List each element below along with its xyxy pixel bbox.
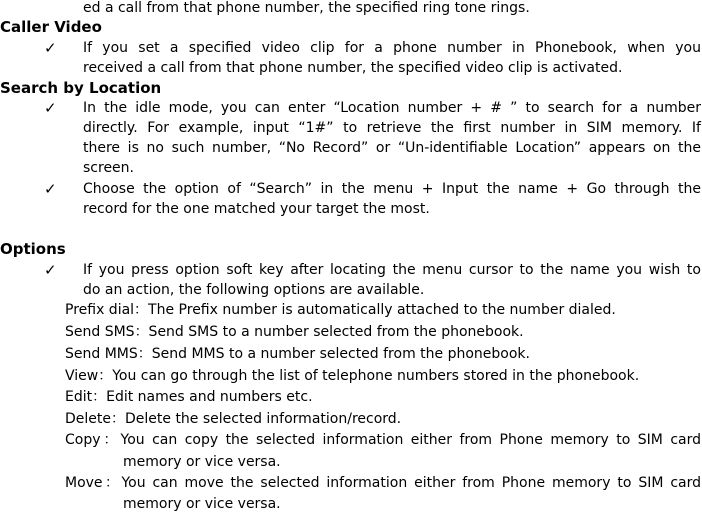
option-delete: Delete：Delete the selected information/record.: [65, 411, 402, 427]
checkmark-icon: ✓: [44, 99, 57, 117]
option-send-sms: Send SMS：Send SMS to a number selected from the phonebook.: [65, 324, 524, 340]
continuation-text: ed a call from that phone number, the specified ring tone rings.: [83, 0, 530, 16]
caller-video-text-line2: received a call from that phone number, the specified video clip is activated.: [83, 60, 623, 76]
option-send-mms: Send MMS：Send MMS to a number selected from the phonebook.: [65, 346, 530, 362]
checkmark-icon: ✓: [44, 180, 57, 198]
checkmark-icon: ✓: [44, 39, 57, 57]
checkmark-icon: ✓: [44, 261, 57, 279]
caller-video-heading: Caller Video: [0, 18, 102, 36]
search-by-location-heading: Search by Location: [0, 79, 162, 97]
caller-video-text-line1: If you set a specified video clip for a phone number in Phonebook, when you: [83, 40, 701, 56]
option-copy-line1: Copy：You can copy the selected information either from Phone memory to SIM card: [65, 432, 701, 448]
options-intro-line2: do an action, the following options are available.: [83, 282, 425, 298]
search-option-text-line2: record for the one matched your target the most.: [83, 201, 430, 217]
search-location-text-line4: screen.: [83, 160, 134, 176]
search-location-text-line1: In the idle mode, you can enter “Location number + # ” to search for a number: [83, 100, 701, 116]
options-intro-line1: If you press option soft key after locating the menu cursor to the name you wish to: [83, 262, 701, 278]
option-view: View：You can go through the list of telephone numbers stored in the phonebook.: [65, 368, 640, 384]
search-option-text-line1: Choose the option of “Search” in the menu + Input the name + Go through the: [83, 181, 701, 197]
search-location-text-line2: directly. For example, input “1#” to retrieve the first number in SIM memory. If: [83, 120, 701, 136]
options-heading: Options: [0, 240, 66, 258]
option-move-line2: memory or vice versa.: [123, 496, 281, 512]
option-prefix-dial: Prefix dial：The Prefix number is automatically attached to the number dialed.: [65, 302, 616, 318]
option-copy-line2: memory or vice versa.: [123, 454, 281, 470]
option-move-line1: Move：You can move the selected information either from Phone memory to SIM card: [65, 475, 701, 491]
search-location-text-line3: there is no such number, “No Record” or “Un-identifiable Location” appears on the: [83, 140, 701, 156]
option-edit: Edit：Edit names and numbers etc.: [65, 389, 313, 405]
